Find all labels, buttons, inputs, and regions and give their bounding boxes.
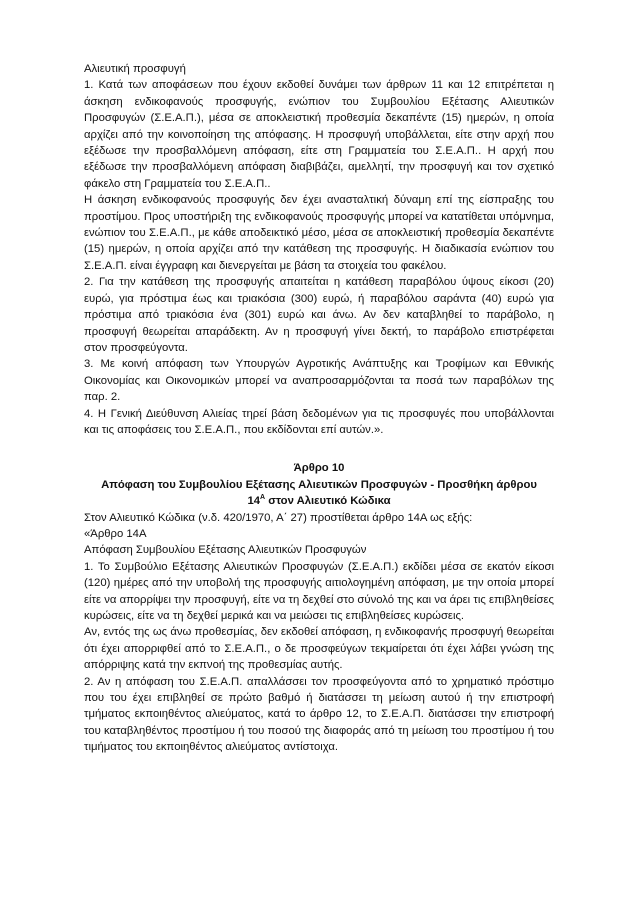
paragraph-4: 4. Η Γενική Διεύθυνση Αλιείας τηρεί βάση δεδομένων για τις προσφυγές που υποβάλλονται και τις αποφάσεις του Σ.Ε.Α.Π., που εκδίδονται επί αυτών.». [84,407,554,436]
article-title-tail: στον Αλιευτικό Κώδικα [265,495,391,508]
section-title: Αλιευτική προσφυγή [84,63,186,75]
paragraph-3: 3. Με κοινή απόφαση των Υπουργών Αγροτικής Ανάπτυξης και Τροφίμων και Εθνικής Οικονομίας και Οικονομικών μπορεί να αναπροσαρμόζονται τα ποσά των παραβόλων της παρ. 2. [84,358,554,404]
article-title-num: 14 [247,495,261,508]
paragraph-1: 1. Κατά των αποφάσεων που έχουν εκδοθεί δυνάμει των άρθρων 11 και 12 επιτρέπεται η άσκηση ενδικοφανούς προσφυγής, ενώπιον του Συμβουλίου Εξέτασης Αλιευτικών Προσφυγών (Σ.Ε.Α.Π.), μέσα σε αποκλειστική προθεσμία δεκαπέντε (15) ημερών, η οποία αρχίζει από την κοινοποίηση της απόφασης. Η προσφυγή υποβάλλεται, είτε στην αρχή που εξέδωσε την προσβαλλόμενη απόφαση, είτε στη Γραμματεία του Σ.Ε.Α.Π.. Η αρχή που εξέδωσε την προσβαλλόμενη απόφαση διαβιβάζει, αμελλητί, την προσφυγή και τον σχετικό φάκελο στη Γραμματεία του Σ.Ε.Α.Π.. [84,79,554,190]
section-gap [84,438,554,460]
article-subtitle: Απόφαση Συμβουλίου Εξέτασης Αλιευτικών Προσφυγών [84,544,367,557]
article-title [84,477,554,510]
paragraph-2: 2. Για την κατάθεση της προσφυγής απαιτείται η κατάθεση παραβόλου ύψους είκοσι (20) ευρώ, για πρόστιμα έως και τριακόσια (300) ευρώ, ή παραβόλου σαράντα (40) ευρώ για πρόστιμα από τριακόσια ένα (301) ευρώ και άνω. Αν δεν καταβληθεί το παράβολο, η προσφυγή θεωρείται απαράδεκτη. Αν η προσφυγή γίνει δεκτή, το παράβολο επιστρέφεται στον προσφεύγοντα. [84,276,554,354]
document-page [84,61,554,756]
article-intro: Στον Αλιευτικό Κώδικα (ν.δ. 420/1970, Α΄ 27) προστίθεται άρθρο 14Α ως εξής: [84,511,473,524]
article-paragraph-1: 1. Το Συμβούλιο Εξέτασης Αλιευτικών Προσφυγών (Σ.Ε.Α.Π.) εκδίδει μέσα σε εκατόν είκοσι (120) ημέρες από την υποβολή της προσφυγής αιτιολογημένη απόφαση, με την οποία μπορεί είτε να απορρίψει την προσφυγή, είτε να τη δεχθεί στο σύνολό της και να άρει τις επιβληθείσες κυρώσεις, είτε να τη δεχθεί μερικά και να μειώσει τις επιβληθείσες κυρώσεις. [84,560,554,622]
article-title-line1: Απόφαση του Συμβουλίου Εξέτασης Αλιευτικών Προσφυγών - Προσθήκη άρθρου [101,478,537,491]
article-paragraph-2: 2. Αν η απόφαση του Σ.Ε.Α.Π. απαλλάσσει τον προσφεύγοντα από το χρηματικό πρόστιμο που του έχει επιβληθεί σε πρώτο βαθμό ή διατάσσει τη μείωση αυτού ή την επιστροφή τμήματος εκποιηθέντος αλιεύματος, κατά το άρθρο 12, το Σ.Ε.Α.Π. διατάσσει την επιστροφή του καταβληθέντος προστίμου ή του ποσού της διαφοράς από τη μείωση του προστίμου ή του τιμήματος του εκποιηθέντος αλιεύματος αντίστοιχα. [84,675,554,754]
paragraph-1b: Η άσκηση ενδικοφανούς προσφυγής δεν έχει ανασταλτική δύναμη επί της είσπραξης του προστίμου. Προς υποστήριξη της ενδικοφανούς προσφυγής μπορεί να κατατίθεται υπόμνημα, ενώπιον του Σ.Ε.Α.Π., με κάθε αποδεικτικό μέσο, μέσα σε αποκλειστική προθεσμία δεκαπέντε (15) ημερών, η οποία αρχίζει από την κατάθεση της προσφυγής. Η διαδικασία ενώπιον του Σ.Ε.Α.Π. είναι έγγραφη και διενεργείται με βάση τα στοιχεία του φακέλου. [84,194,554,272]
article-paragraph-1b: Αν, εντός της ως άνω προθεσμίας, δεν εκδοθεί απόφαση, η ενδικοφανής προσφυγή θεωρείται ότι έχει απορριφθεί από το Σ.Ε.Α.Π., ο δε προσφεύγων τεκμαίρεται ότι έχει λάβει γνώση της απόρριψης κατά την εκπνοή της προθεσμίας αυτής. [84,626,554,672]
article-title-sup: Α [260,494,266,502]
article-number: Άρθρο 10 [293,462,345,475]
quote-start: «Άρθρο 14Α [84,527,147,540]
